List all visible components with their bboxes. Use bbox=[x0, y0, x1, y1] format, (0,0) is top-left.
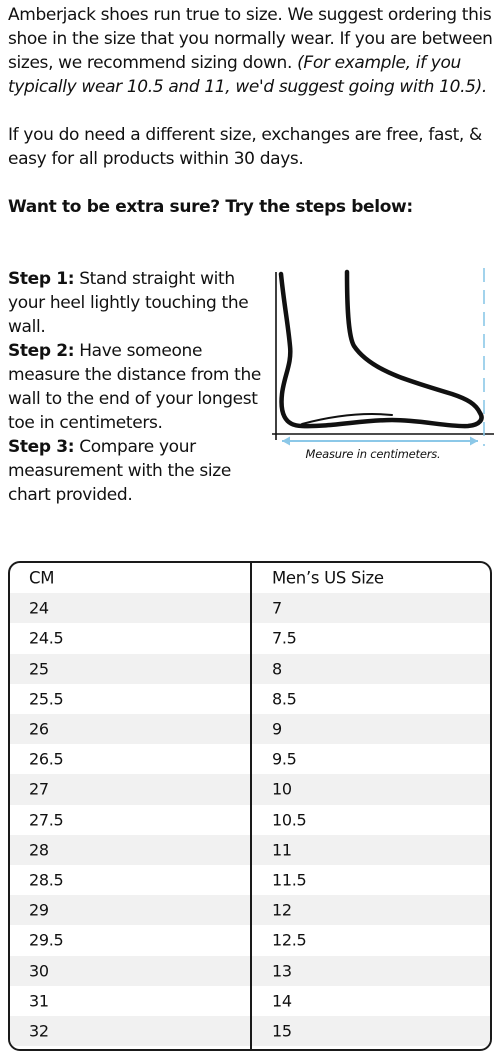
cm-cell: 32 bbox=[29, 1021, 49, 1041]
us-size-cell: 7.5 bbox=[272, 628, 297, 648]
us-size-cell: 14 bbox=[272, 991, 292, 1011]
cm-cell: 26.5 bbox=[29, 749, 64, 769]
intro-text bbox=[8, 3, 498, 219]
size-chart-table bbox=[8, 561, 492, 1051]
step-3 bbox=[8, 435, 266, 507]
measure-arrow-left-head bbox=[282, 437, 290, 446]
cm-cell: 24.5 bbox=[29, 628, 64, 648]
us-size-cell: 7 bbox=[272, 598, 282, 618]
us-size-cell: 12 bbox=[272, 900, 292, 920]
cm-cell: 25.5 bbox=[29, 689, 64, 709]
us-size-cell: 11 bbox=[272, 840, 292, 860]
us-size-cell: 11.5 bbox=[272, 870, 307, 890]
cm-cell: 27.5 bbox=[29, 810, 64, 830]
step-1-text: Stand straight with your heel lightly touching the wall. bbox=[8, 269, 249, 337]
us-size-cell: 8.5 bbox=[272, 689, 297, 709]
header-cm: CM bbox=[29, 568, 55, 588]
steps-heading: Want to be extra sure? Try the steps below: bbox=[8, 197, 413, 217]
cm-cell: 26 bbox=[29, 719, 49, 739]
cm-cell: 31 bbox=[29, 991, 49, 1011]
step-1 bbox=[8, 267, 266, 339]
cm-cell: 29 bbox=[29, 900, 49, 920]
step-2 bbox=[8, 339, 266, 435]
foot-outline bbox=[281, 272, 482, 426]
foot-measurement-illustration bbox=[262, 264, 498, 464]
cm-cell: 27 bbox=[29, 779, 49, 799]
cm-cell: 29.5 bbox=[29, 930, 64, 950]
diagram-caption: Measure in centimeters. bbox=[305, 447, 441, 461]
us-size-cell: 10.5 bbox=[272, 810, 307, 830]
step-3-label: Step 3: bbox=[8, 437, 75, 457]
us-size-cell: 15 bbox=[272, 1021, 292, 1041]
step-2-text: Have someone measure the distance from the wall to the end of your longest toe in centimeters. bbox=[8, 341, 262, 433]
measure-arrow-right-head bbox=[470, 437, 478, 446]
cm-cell: 24 bbox=[29, 598, 49, 618]
cm-cell: 30 bbox=[29, 961, 49, 981]
cm-cell: 28.5 bbox=[29, 870, 64, 890]
cm-cell: 25 bbox=[29, 659, 49, 679]
step-1-label: Step 1: bbox=[8, 269, 75, 289]
column-divider bbox=[250, 563, 252, 1049]
exchange-note: If you do need a different size, exchanges are free, fast, & easy for all products within 30 days. bbox=[8, 125, 482, 169]
step-3-text: Compare your measurement with the size chart provided. bbox=[8, 437, 231, 505]
step-2-label: Step 2: bbox=[8, 341, 75, 361]
us-size-cell: 8 bbox=[272, 659, 282, 679]
us-size-cell: 12.5 bbox=[272, 930, 307, 950]
header-mens-us-size: Men’s US Size bbox=[272, 568, 384, 588]
us-size-cell: 13 bbox=[272, 961, 292, 981]
us-size-cell: 10 bbox=[272, 779, 292, 799]
intro-example: (For example, if you typically wear 10.5 and 11, we'd suggest going with 10.5). bbox=[8, 53, 487, 97]
intro-paragraph bbox=[8, 3, 498, 99]
intro-sizing-note: Amberjack shoes run true to size. We suggest ordering this shoe in the size that you normally wear. If you are between sizes, we recommend sizing down. bbox=[8, 5, 493, 73]
cm-cell: 28 bbox=[29, 840, 49, 860]
us-size-cell: 9 bbox=[272, 719, 282, 739]
us-size-cell: 9.5 bbox=[272, 749, 297, 769]
steps-list bbox=[8, 267, 266, 507]
